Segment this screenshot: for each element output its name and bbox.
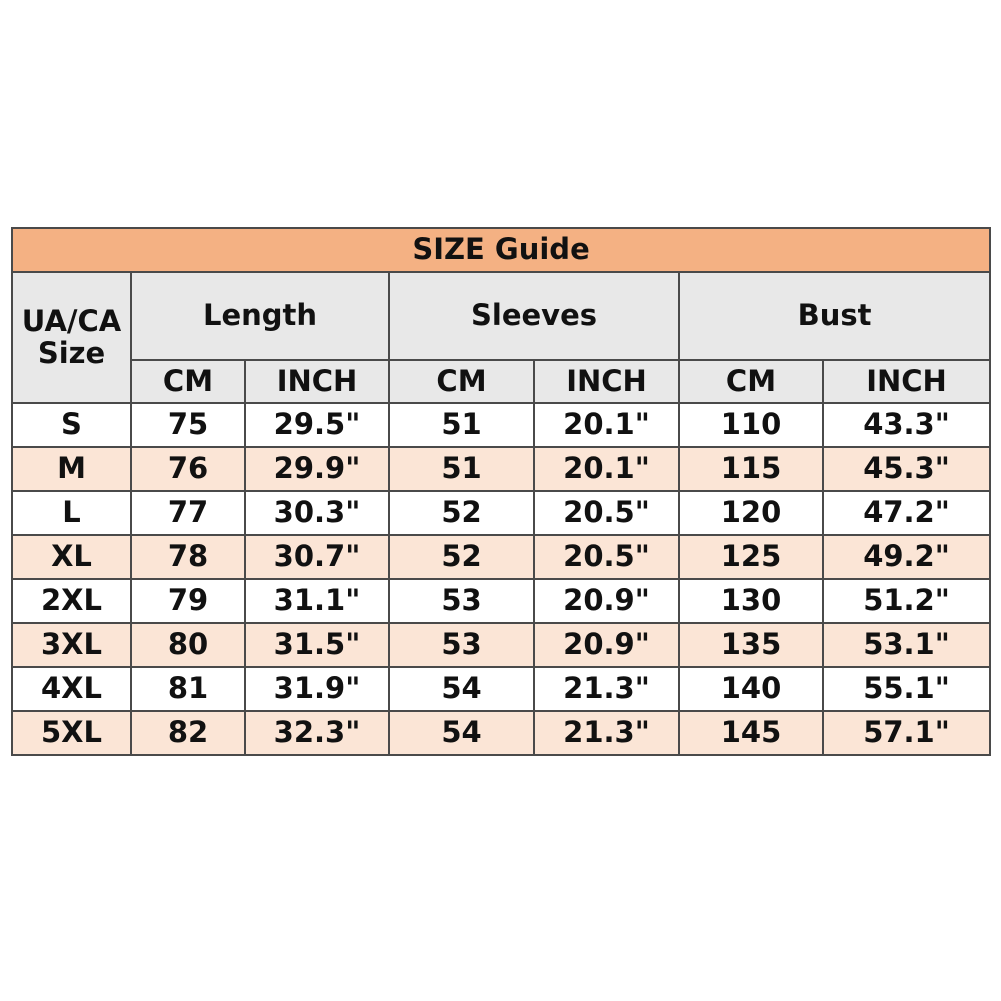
- size-cell: M: [12, 447, 131, 491]
- size-cell: 2XL: [12, 579, 131, 623]
- size-cell: XL: [12, 535, 131, 579]
- sleeves-cm-cell: 52: [389, 535, 534, 579]
- sleeves-header: Sleeves: [389, 272, 679, 360]
- length-cm-cell: 82: [131, 711, 245, 755]
- length-inch-cell: 31.1": [245, 579, 389, 623]
- bust-cm-cell: 115: [679, 447, 823, 491]
- bust-inch-cell: 47.2": [823, 491, 990, 535]
- sleeves-inch-cell: 21.3": [534, 711, 679, 755]
- size-cell: 3XL: [12, 623, 131, 667]
- length-inch-cell: 30.3": [245, 491, 389, 535]
- bust-inch-cell: 57.1": [823, 711, 990, 755]
- bust-cm-cell: 125: [679, 535, 823, 579]
- length-inch-cell: 29.5": [245, 403, 389, 447]
- length-inch-cell: 31.9": [245, 667, 389, 711]
- sleeves-inch-cell: 20.5": [534, 535, 679, 579]
- table-row: [12, 579, 990, 623]
- bust-inch-cell: 53.1": [823, 623, 990, 667]
- table-row: [12, 447, 990, 491]
- title-row: [12, 228, 990, 272]
- bust-cm-cell: 135: [679, 623, 823, 667]
- sleeves-inch-header: INCH: [534, 360, 679, 403]
- length-cm-header: CM: [131, 360, 245, 403]
- bust-header: Bust: [679, 272, 990, 360]
- table-row: [12, 491, 990, 535]
- sleeves-cm-cell: 51: [389, 447, 534, 491]
- bust-cm-cell: 140: [679, 667, 823, 711]
- length-inch-cell: 30.7": [245, 535, 389, 579]
- length-inch-cell: 32.3": [245, 711, 389, 755]
- sleeves-inch-cell: 20.9": [534, 579, 679, 623]
- unit-header-row: [12, 360, 990, 403]
- bust-inch-cell: 55.1": [823, 667, 990, 711]
- sleeves-inch-cell: 20.9": [534, 623, 679, 667]
- table-body: [12, 403, 990, 755]
- length-cm-cell: 75: [131, 403, 245, 447]
- length-cm-cell: 79: [131, 579, 245, 623]
- sleeves-inch-cell: 20.1": [534, 447, 679, 491]
- length-inch-cell: 31.5": [245, 623, 389, 667]
- bust-cm-cell: 145: [679, 711, 823, 755]
- sleeves-cm-cell: 52: [389, 491, 534, 535]
- length-cm-cell: 78: [131, 535, 245, 579]
- table-title: SIZE Guide: [12, 228, 990, 272]
- bust-inch-cell: 43.3": [823, 403, 990, 447]
- length-inch-cell: 29.9": [245, 447, 389, 491]
- length-inch-header: INCH: [245, 360, 389, 403]
- bust-cm-cell: 130: [679, 579, 823, 623]
- bust-inch-cell: 51.2": [823, 579, 990, 623]
- bust-inch-header: INCH: [823, 360, 990, 403]
- size-column-header: UA/CA Size: [12, 272, 131, 403]
- size-cell: 5XL: [12, 711, 131, 755]
- length-cm-cell: 80: [131, 623, 245, 667]
- bust-cm-header: CM: [679, 360, 823, 403]
- sleeves-cm-cell: 53: [389, 623, 534, 667]
- length-header: Length: [131, 272, 389, 360]
- table-row: [12, 623, 990, 667]
- sleeves-cm-cell: 51: [389, 403, 534, 447]
- length-cm-cell: 81: [131, 667, 245, 711]
- size-cell: 4XL: [12, 667, 131, 711]
- table-row: [12, 535, 990, 579]
- bust-inch-cell: 45.3": [823, 447, 990, 491]
- sleeves-cm-cell: 53: [389, 579, 534, 623]
- size-cell: L: [12, 491, 131, 535]
- sleeves-cm-header: CM: [389, 360, 534, 403]
- table-row: [12, 403, 990, 447]
- size-guide-table: [11, 227, 991, 756]
- sleeves-inch-cell: 20.5": [534, 491, 679, 535]
- sleeves-cm-cell: 54: [389, 711, 534, 755]
- table-row: [12, 667, 990, 711]
- length-cm-cell: 77: [131, 491, 245, 535]
- sleeves-inch-cell: 21.3": [534, 667, 679, 711]
- length-cm-cell: 76: [131, 447, 245, 491]
- table-row: [12, 711, 990, 755]
- sleeves-inch-cell: 20.1": [534, 403, 679, 447]
- bust-cm-cell: 120: [679, 491, 823, 535]
- sleeves-cm-cell: 54: [389, 667, 534, 711]
- bust-cm-cell: 110: [679, 403, 823, 447]
- bust-inch-cell: 49.2": [823, 535, 990, 579]
- group-header-row: [12, 272, 990, 360]
- size-cell: S: [12, 403, 131, 447]
